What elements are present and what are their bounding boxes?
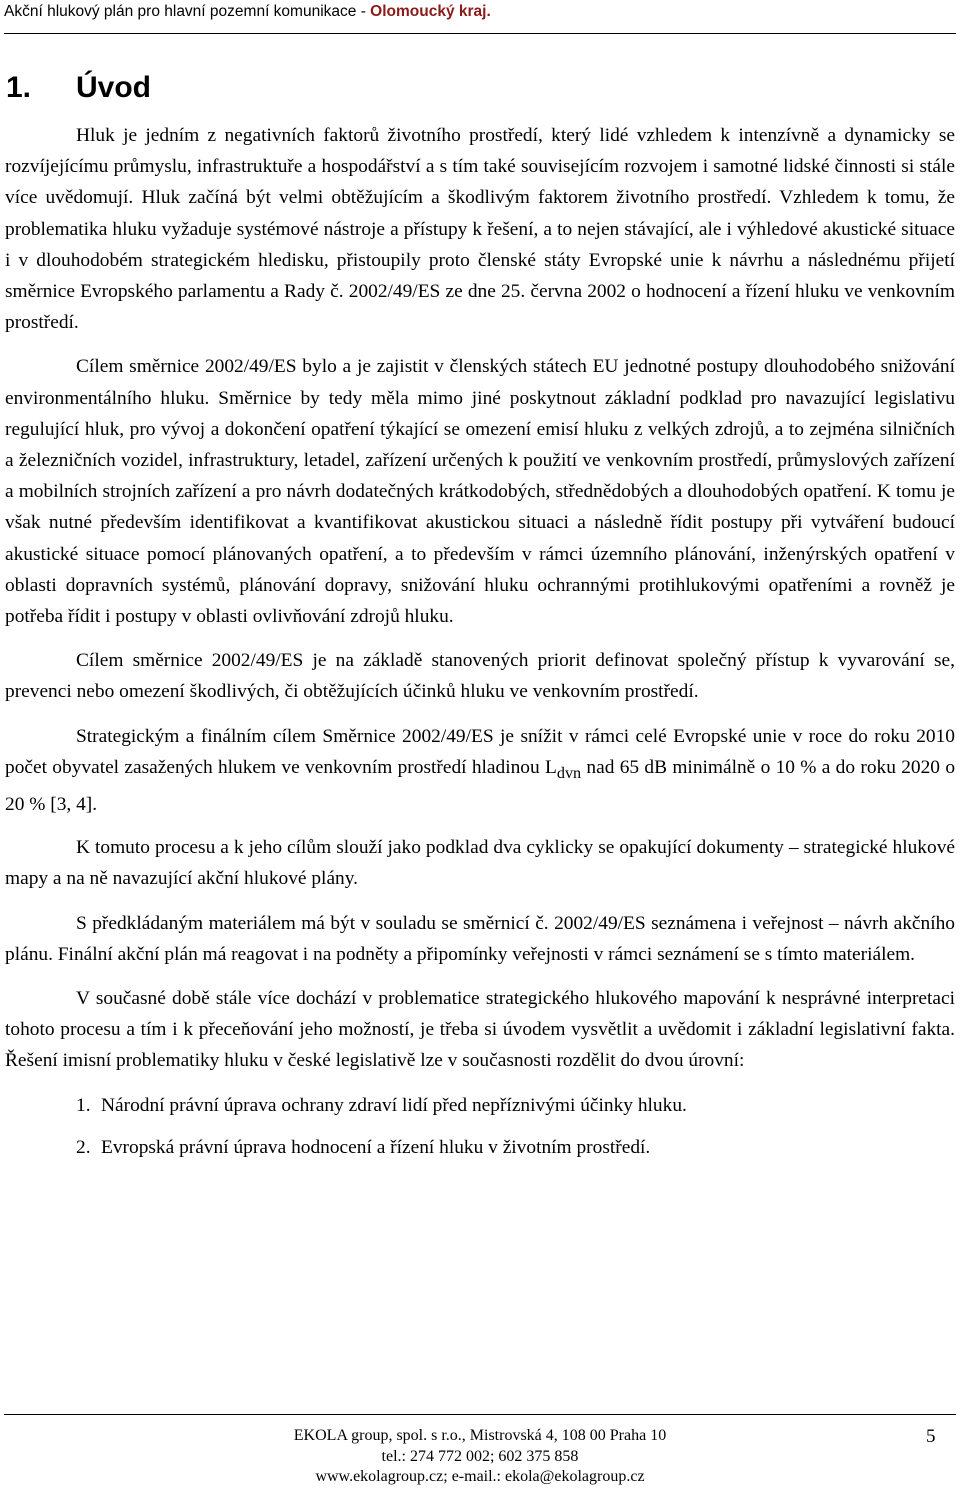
page-header	[4, 2, 956, 22]
paragraph-ldvn-text-end: nad 65 dB minimálně o 10 % a do roku 2020 o 20 % [3, 4].	[5, 756, 956, 815]
paragraph: V současné době stále více dochází v problematice strategického hlukového mapování k nesprávné interpretaci tohoto procesu a tím i k přeceňování jeho možností, je třeba si úvodem vysvětlit a uvědomit i základní legislativní fakta. Řešení imisní problematiky hluku v české legislativě lze v současnosti rozdělit do dvou úrovní:	[5, 987, 955, 1072]
list-item	[5, 1090, 955, 1121]
list-item	[5, 1132, 955, 1163]
footer-company: EKOLA group, spol. s r.o., Mistrovská 4, 108 00 Praha 10	[293, 1427, 667, 1444]
footer-contacts: www.ekolagroup.cz; e-mail.: ekola@ekolagroup.cz	[315, 1468, 645, 1485]
page-footer	[180, 1426, 780, 1488]
list-item-number: 1.	[76, 1094, 91, 1116]
paragraph: Cílem směrnice 2002/49/ES je na základě stanovených priorit definovat společný přístup k vyvarování se, prevenci nebo omezení škodlivých, či obtěžujících účinků hluku ve venkovním prostředí.	[5, 650, 955, 703]
list-item-number: 2.	[76, 1136, 91, 1158]
paragraph: Hluk je jedním z negativních faktorů životního prostředí, který lidé vzhledem k intenzívně a dynamicky se rozvíjejícímu průmyslu, infrastruktuře a hospodářství a s tím také souvisejícím rozvojem i samotné lidské činnosti si stále více uvědomují. Hluk začíná být velmi obtěžujícím a škodlivým faktorem životního prostředí. Vzhledem k tomu, že problematika hluku vyžaduje systémové nástroje a přístupy k řešení, a to nejen stávající, ale i výhledové akustické situace i v dlouhodobém strategickém hledisku, přistoupily proto členské státy Evropské unie k návrhu a následnému přijetí směrnice Evropského parlamentu a Rady č. 2002/49/ES ze dne 25. června 2002 o hodnocení a řízení hluku ve venkovním prostředí.	[5, 125, 955, 334]
paragraph-ldvn-text: Strategickým a finálním cílem Směrnice 2002/49/ES je snížit v rámci celé Evropské unie v roce do roku 2010 počet obyvatel zasažených hlukem ve venkovním prostředí hladinou L	[5, 725, 955, 778]
list-item-text: Národní právní úprava ochrany zdraví lidí před nepříznivými účinky hluku.	[101, 1094, 687, 1116]
header-title: Akční hlukový plán pro hlavní pozemní komunikace -	[4, 3, 371, 20]
section-number: 1.	[6, 71, 32, 104]
paragraph-ldvn	[5, 721, 955, 820]
ldvn-subscript: dvn	[556, 764, 582, 782]
section-title: Úvod	[76, 71, 151, 104]
header-title-region: Olomoucký kraj.	[370, 3, 491, 20]
numbered-list	[5, 1090, 955, 1163]
header-divider	[4, 33, 956, 34]
section-heading	[6, 68, 151, 108]
footer-divider	[4, 1414, 956, 1415]
list-item-text: Evropská právní úprava hodnocení a řízení hluku v životním prostředí.	[101, 1136, 651, 1158]
page-number: 5	[926, 1426, 936, 1447]
paragraph: S předkládaným materiálem má být v souladu se směrnicí č. 2002/49/ES seznámena i veřejnost – návrh akčního plánu. Finální akční plán má reagovat i na podněty a připomínky veřejnosti v rámci seznámení se s tímto materiálem.	[5, 912, 955, 965]
paragraph: K tomuto procesu a k jeho cílům slouží jako podklad dva cyklicky se opakující dokumenty – strategické hlukové mapy a na ně navazující akční hlukové plány.	[5, 837, 955, 890]
footer-phone: tel.: 274 772 002; 602 375 858	[381, 1447, 579, 1465]
body-text	[5, 120, 955, 1174]
paragraph: Cílem směrnice 2002/49/ES bylo a je zajistit v členských státech EU jednotné postupy dlouhodobého snižování environmentálního hluku. Směrnice by tedy měla mimo jiné poskytnout základní podklad pro navazující legislativu regulující hluk, pro vývoj a dokončení opatření týkající se omezení emisí hluku z velkých zdrojů, a to zejména silničních a železničních vozidel, infrastruktury, letadel, zařízení určených k použití ve venkovním prostředí, průmyslových zařízení a mobilních strojních zařízení a pro návrh dodatečných krátkodobých, střednědobých a dlouhodobých opatření. K tomu je však nutné především identifikovat a kvantifikovat akustickou situaci a následně řídit postupy při vytváření budoucí akustické situace pomocí plánovaných opatření, a to především v rámci územního plánování, inženýrských opatření v oblasti dopravních systémů, plánování dopravy, snižování hluku ochrannými protihlukovými opatřeními a rovněž je potřeba řídit i postupy v oblasti ovlivňování zdrojů hluku.	[5, 356, 955, 628]
